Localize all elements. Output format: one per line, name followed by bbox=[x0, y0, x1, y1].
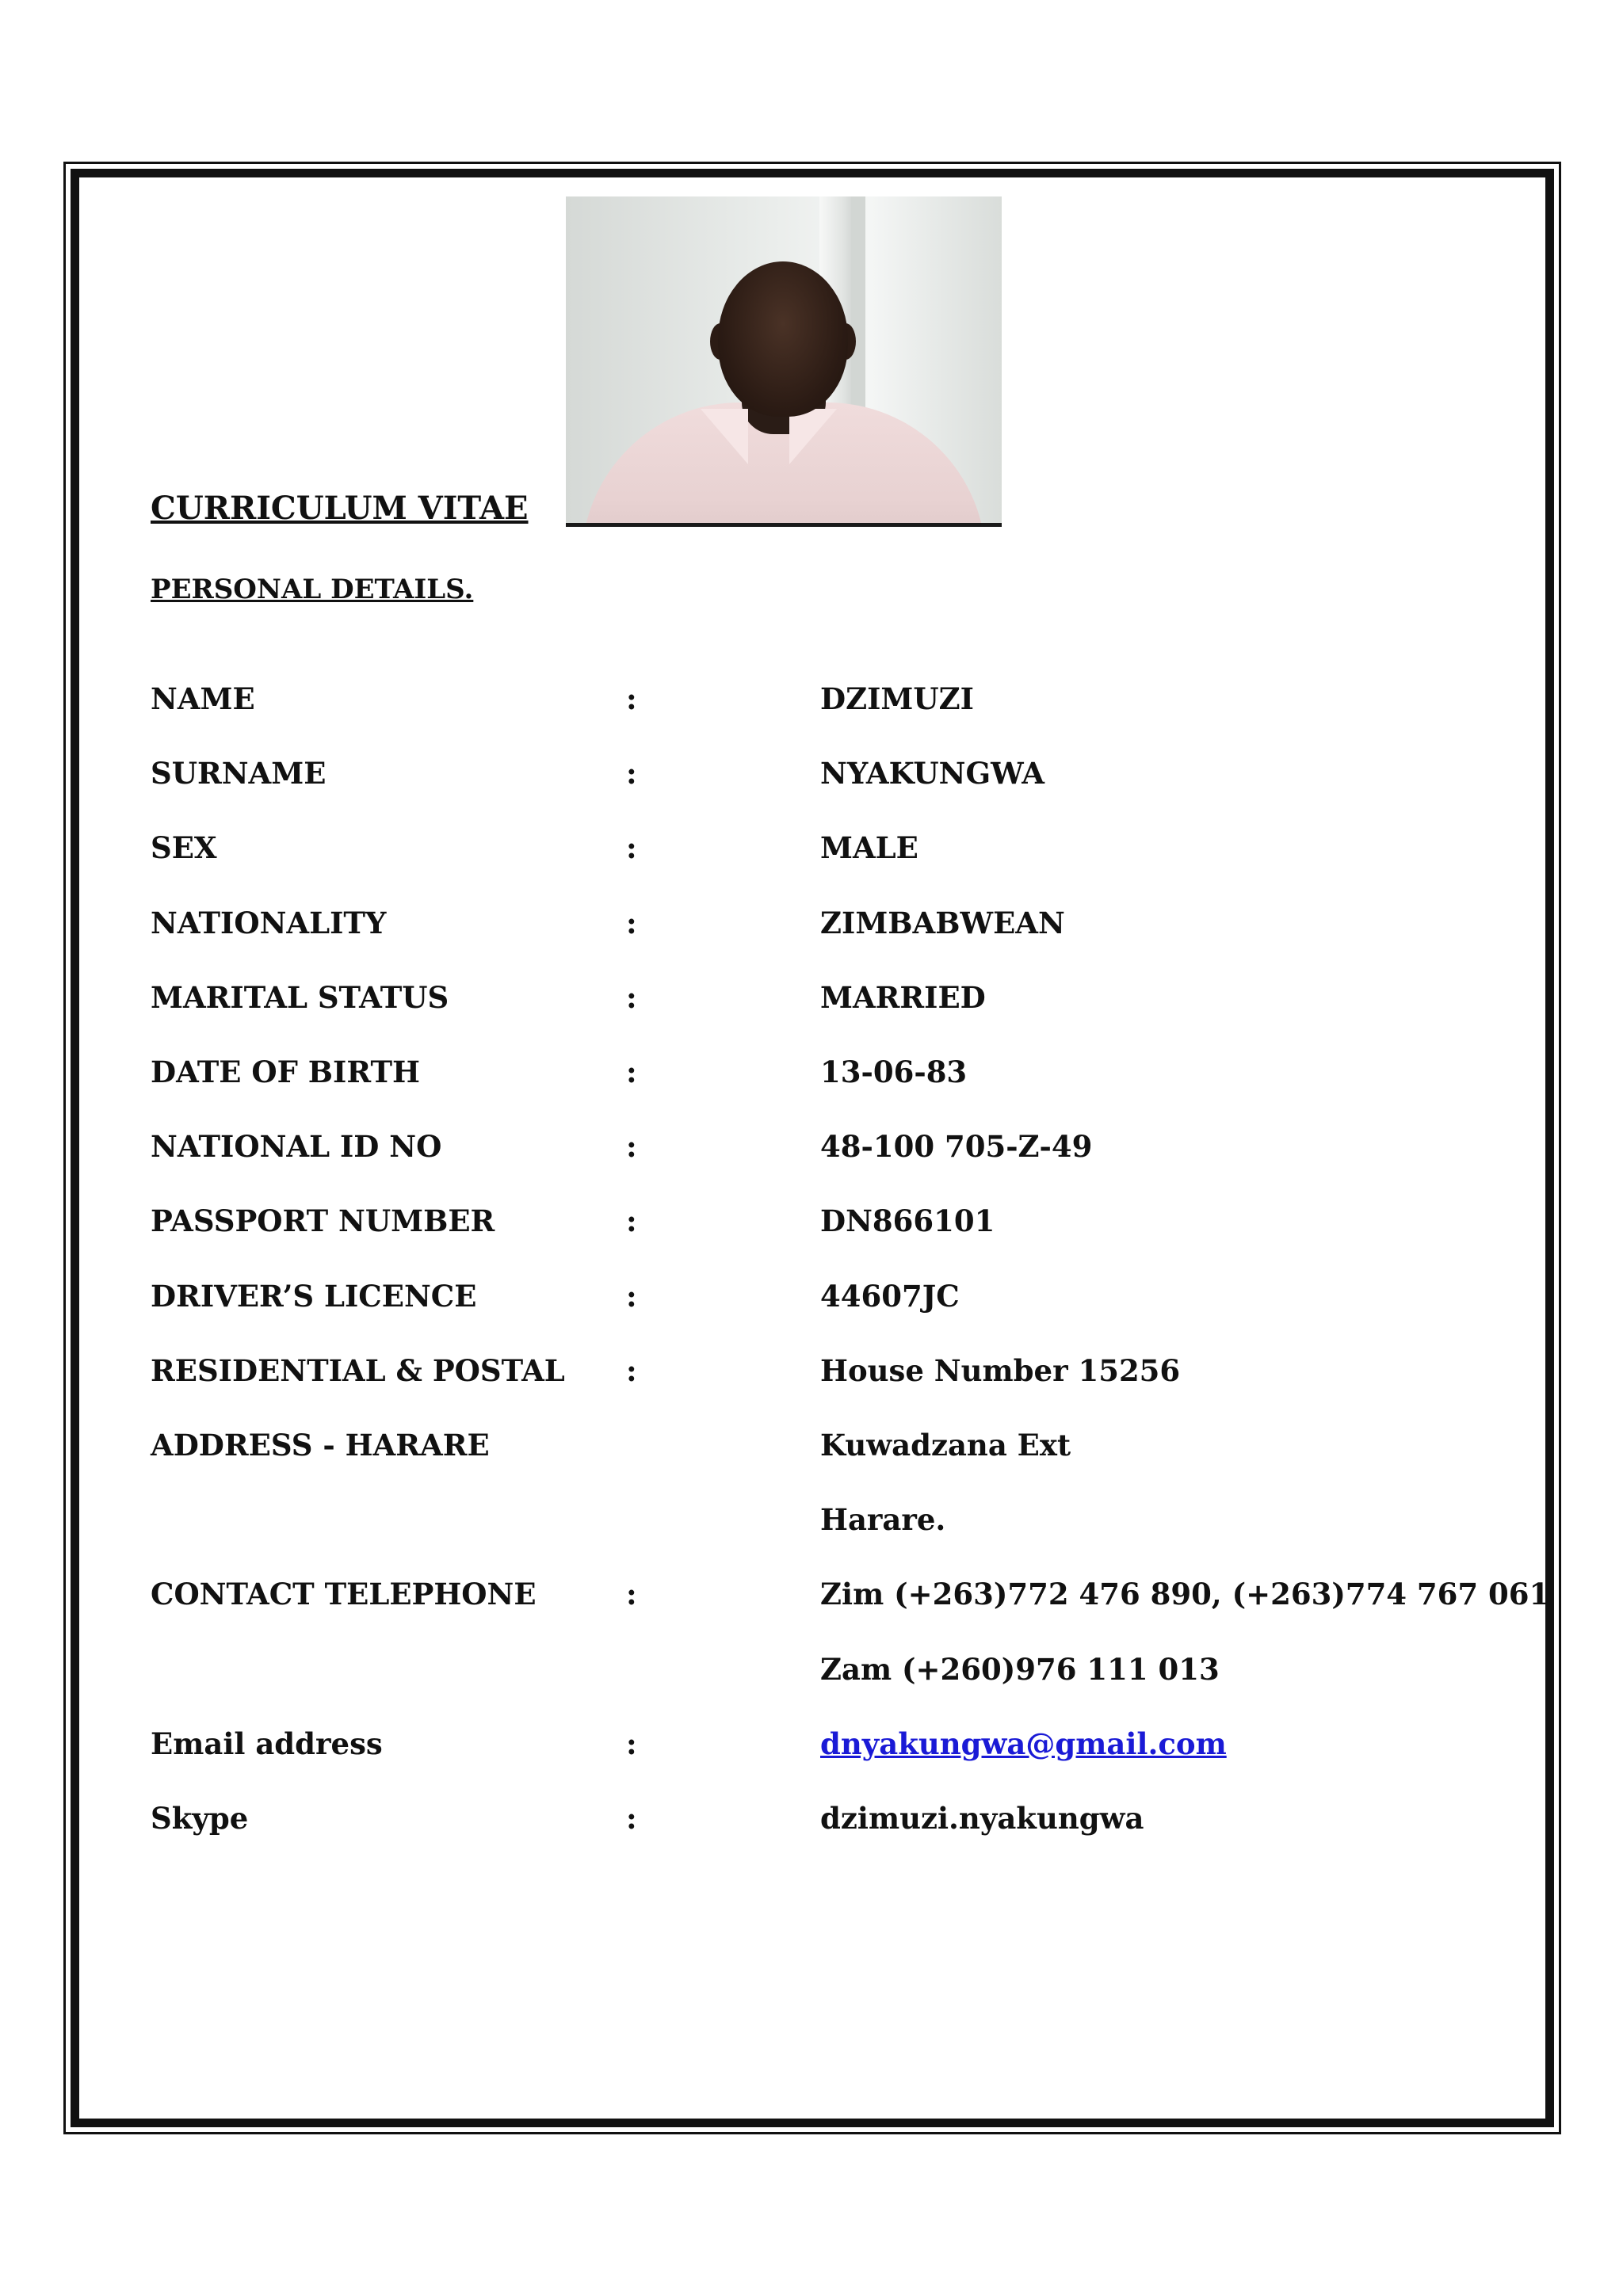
row-label: Skype bbox=[151, 1801, 249, 1836]
row-colon: : bbox=[626, 1055, 637, 1089]
detail-row-name bbox=[151, 681, 1498, 721]
row-label: ADDRESS - HARARE bbox=[151, 1428, 490, 1463]
photo-underline bbox=[566, 523, 1002, 527]
row-value: Harare. bbox=[820, 1502, 946, 1537]
detail-row-address-city bbox=[151, 1502, 1498, 1542]
row-label: DATE OF BIRTH bbox=[151, 1055, 420, 1089]
section-heading-personal-details: PERSONAL DETAILS. bbox=[151, 574, 474, 605]
photo-collar-right bbox=[789, 409, 837, 464]
row-colon: : bbox=[626, 756, 637, 791]
row-value: DZIMUZI bbox=[820, 681, 974, 716]
row-value: NYAKUNGWA bbox=[820, 756, 1044, 791]
detail-row-address-harare bbox=[151, 1428, 1498, 1467]
row-colon: : bbox=[626, 1279, 637, 1314]
photo-head bbox=[718, 261, 848, 417]
row-label: NATIONALITY bbox=[151, 906, 387, 940]
row-colon: : bbox=[626, 1577, 637, 1611]
row-colon: : bbox=[626, 1801, 637, 1836]
row-value: 44607JC bbox=[820, 1279, 960, 1314]
detail-row-contact-telephone-zambia bbox=[151, 1652, 1498, 1691]
detail-row-date-of-birth bbox=[151, 1055, 1498, 1094]
row-value: ZIMBABWEAN bbox=[820, 906, 1065, 940]
row-label: MARITAL STATUS bbox=[151, 980, 449, 1015]
photo-collar-left bbox=[701, 409, 748, 464]
detail-row-surname bbox=[151, 756, 1498, 795]
row-value: House Number 15256 bbox=[820, 1353, 1181, 1388]
row-label: PASSPORT NUMBER bbox=[151, 1203, 495, 1238]
row-colon: : bbox=[626, 906, 637, 940]
detail-row-drivers-licence bbox=[151, 1279, 1498, 1318]
row-value: 13-06-83 bbox=[820, 1055, 968, 1089]
row-value: 48-100 705-Z-49 bbox=[820, 1129, 1093, 1164]
portrait-photo bbox=[566, 196, 1002, 523]
detail-row-email bbox=[151, 1726, 1498, 1766]
row-colon: : bbox=[626, 830, 637, 865]
row-colon: : bbox=[626, 1129, 637, 1164]
row-value: Zam (+260)976 111 013 bbox=[820, 1652, 1220, 1687]
detail-row-marital-status bbox=[151, 980, 1498, 1020]
detail-row-passport-number bbox=[151, 1203, 1498, 1243]
row-label: NAME bbox=[151, 681, 255, 716]
row-value: MALE bbox=[820, 830, 918, 865]
row-value: dzimuzi.nyakungwa bbox=[820, 1801, 1144, 1836]
detail-row-national-id bbox=[151, 1129, 1498, 1169]
row-label: SEX bbox=[151, 830, 217, 865]
email-link[interactable]: dnyakungwa@gmail.com bbox=[820, 1726, 1227, 1761]
detail-row-sex bbox=[151, 830, 1498, 870]
row-label: RESIDENTIAL & POSTAL bbox=[151, 1353, 565, 1388]
detail-row-residential-postal bbox=[151, 1353, 1498, 1393]
detail-row-nationality bbox=[151, 906, 1498, 945]
row-value: Zim (+263)772 476 890, (+263)774 767 061 bbox=[820, 1577, 1550, 1611]
row-value: DN866101 bbox=[820, 1203, 995, 1238]
row-value: MARRIED bbox=[820, 980, 986, 1015]
detail-row-contact-telephone bbox=[151, 1577, 1550, 1616]
row-colon: : bbox=[626, 1726, 637, 1761]
row-colon: : bbox=[626, 1203, 637, 1238]
row-colon: : bbox=[626, 980, 637, 1015]
row-label: Email address bbox=[151, 1726, 383, 1761]
row-label: SURNAME bbox=[151, 756, 327, 791]
row-label: NATIONAL ID NO bbox=[151, 1129, 442, 1164]
row-colon: : bbox=[626, 1353, 637, 1388]
row-value: Kuwadzana Ext bbox=[820, 1428, 1071, 1463]
detail-row-skype bbox=[151, 1801, 1498, 1840]
row-label: DRIVER’S LICENCE bbox=[151, 1279, 477, 1314]
document-title: CURRICULUM VITAE bbox=[151, 490, 529, 527]
row-colon: : bbox=[626, 681, 637, 716]
row-label: CONTACT TELEPHONE bbox=[151, 1577, 537, 1611]
